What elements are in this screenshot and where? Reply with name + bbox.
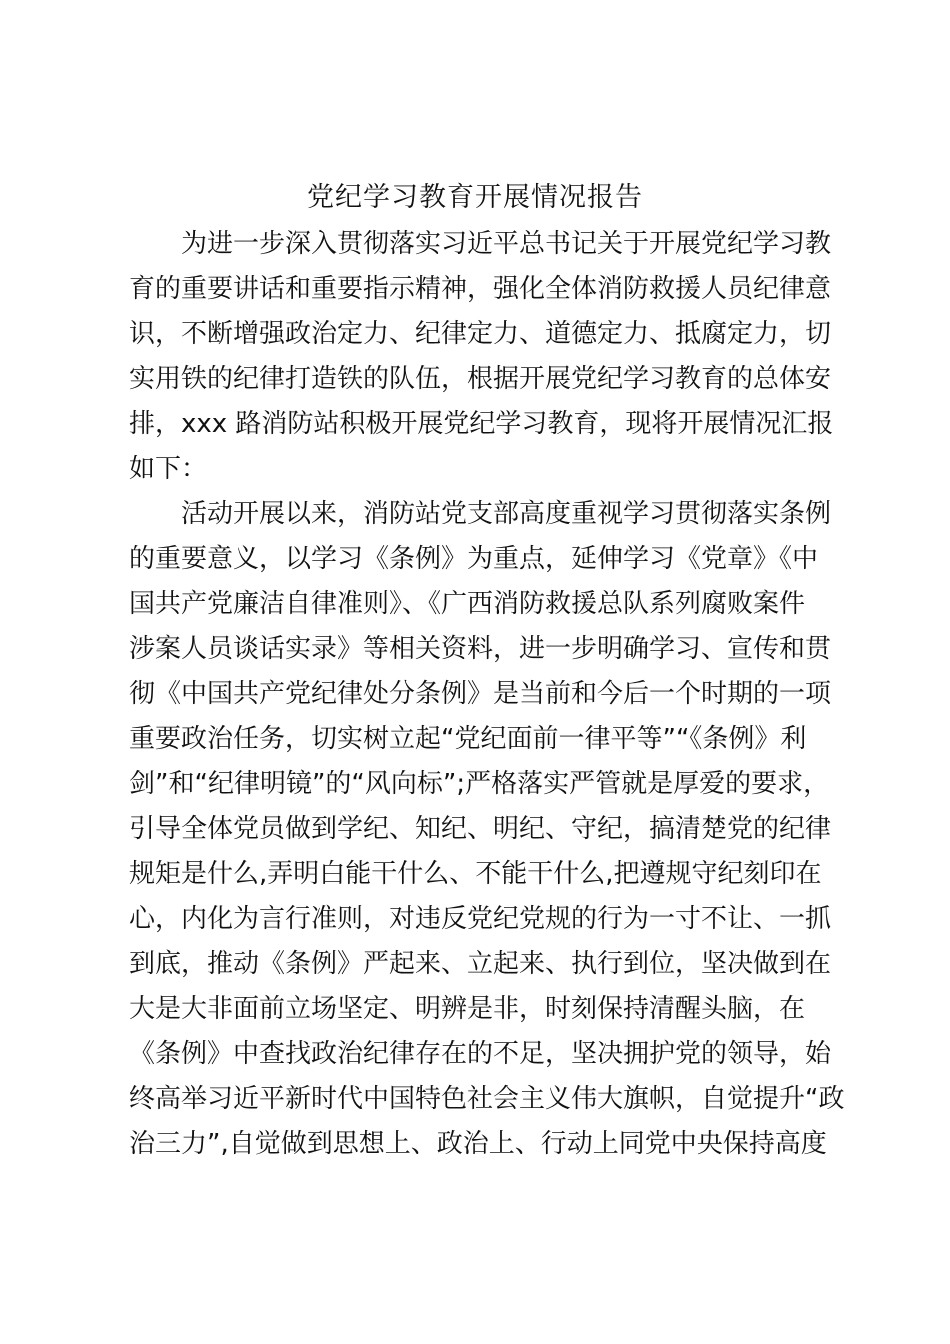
paragraph-2-line: 终高举习近平新时代中国特色社会主义伟大旗帜，自觉提升“政 bbox=[129, 1084, 845, 1114]
paragraph-2-line: 彻《中国共产党纪律处分条例》是当前和今后一个时期的一项 bbox=[129, 679, 832, 709]
document-title: 党纪学习教育开展情况报告 bbox=[307, 182, 643, 213]
paragraph-2-line: 引导全体党员做到学纪、知纪、明纪、守纪，搞清楚党的纪律 bbox=[129, 814, 832, 844]
paragraph-2-line: 规矩是什么,弄明白能干什么、不能干什么,把遵规守纪刻印在 bbox=[129, 859, 822, 889]
paragraph-2-line: 涉案人员谈话实录》等相关资料，进一步明确学习、宣传和贯 bbox=[129, 634, 832, 664]
paragraph-2-line: 重要政治任务，切实树立起“党纪面前一律平等”“《条例》利 bbox=[129, 724, 807, 754]
paragraph-1-line: 实用铁的纪律打造铁的队伍，根据开展党纪学习教育的总体安 bbox=[129, 364, 832, 394]
paragraph-2-line: 《条例》中查找政治纪律存在的不足，坚决拥护党的领导，始 bbox=[129, 1039, 832, 1069]
paragraph-1-line: 排，xxx 路消防站积极开展党纪学习教育，现将开展情况汇报 bbox=[129, 409, 834, 439]
paragraph-2-line: 国共产党廉洁自律准则》、《广西消防救援总队系列腐败案件 bbox=[129, 589, 806, 619]
paragraph-2-line: 大是大非面前立场坚定、明辨是非，时刻保持清醒头脑，在 bbox=[129, 994, 806, 1024]
paragraph-2-line: 活动开展以来，消防站党支部高度重视学习贯彻落实条例 bbox=[181, 499, 832, 529]
paragraph-1-line: 育的重要讲话和重要指示精神，强化全体消防救援人员纪律意 bbox=[129, 274, 832, 304]
paragraph-1-line: 如下： bbox=[129, 454, 208, 484]
paragraph-2-line: 到底，推动《条例》严起来、立起来、执行到位，坚决做到在 bbox=[129, 949, 832, 979]
paragraph-2-line: 心，内化为言行准则，对违反党纪党规的行为一寸不让、一抓 bbox=[129, 904, 832, 934]
paragraph-1-line: 为进一步深入贯彻落实习近平总书记关于开展党纪学习教 bbox=[181, 229, 832, 259]
paragraph-2-line: 剑”和“纪律明镜”的“风向标”;严格落实严管就是厚爱的要求， bbox=[129, 769, 830, 799]
paragraph-2-line: 治三力”,自觉做到思想上、政治上、行动上同党中央保持高度 bbox=[129, 1129, 827, 1159]
paragraph-1-line: 识，不断增强政治定力、纪律定力、道德定力、抵腐定力，切 bbox=[129, 319, 832, 349]
paragraph-2-line: 的重要意义，以学习《条例》为重点，延伸学习《党章》《中 bbox=[129, 544, 819, 574]
